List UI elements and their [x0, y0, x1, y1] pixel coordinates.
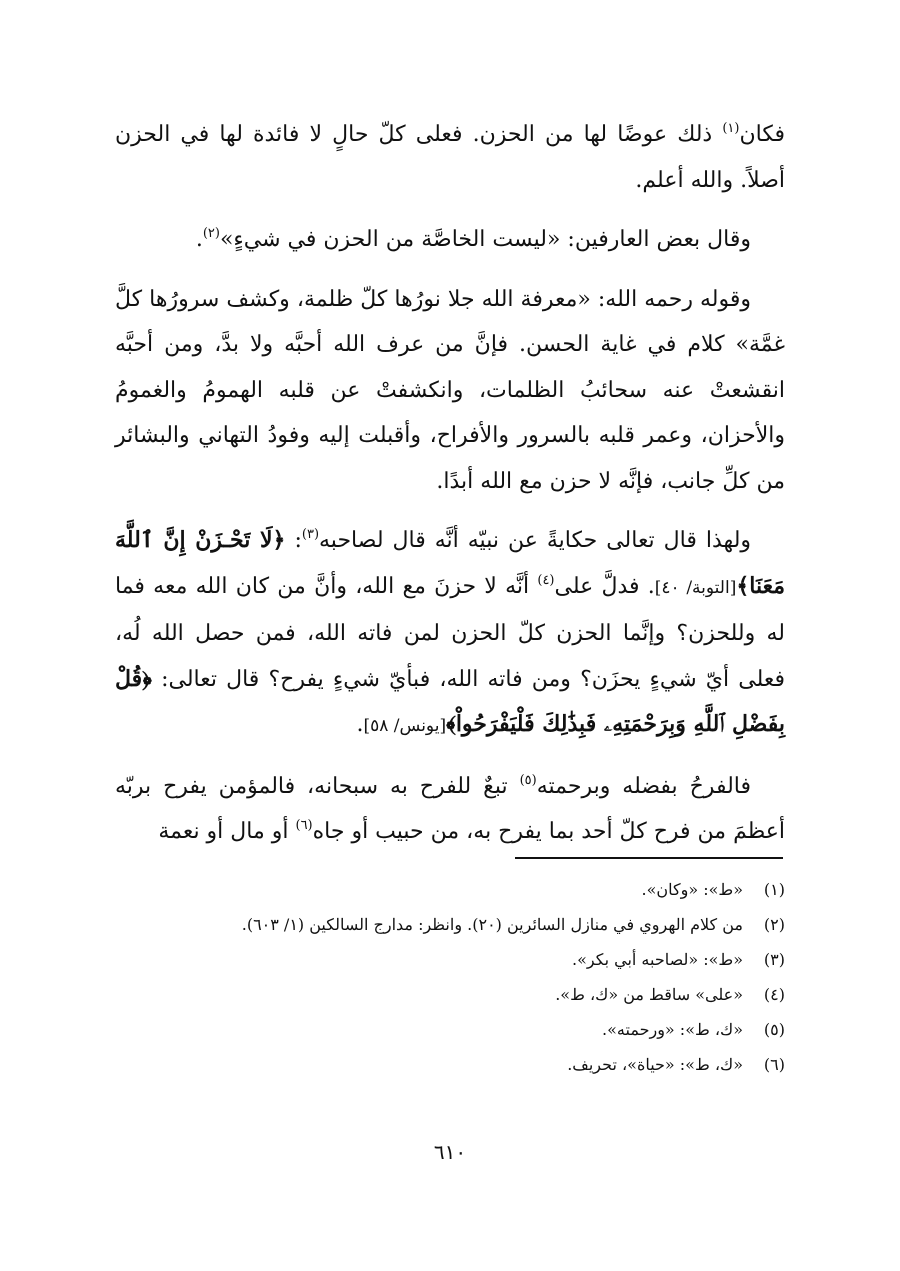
- text-run: وقوله رحمه الله: «معرفة الله جلا نورُها كلّ ظلمة، وكشف سرورُها كلَّ غمَّة» كلام في غاية الحسن. فإنَّ من عرف الله أحبَّه ولا بدَّ، ومن أحبَّه انقشعتْ عنه سحائبُ الظلمات، وانكشفتْ عن قلبه الهمومُ والغمومُ والأحزان، وعمر قلبه بالسرور والأفراح، وأقبلت إليه وفودُ التهاني والبشائر من كلِّ جانب، فإنَّه لا حزن مع الله أبدًا.: [115, 286, 785, 494]
- footnote-marker: (١): [722, 121, 740, 136]
- footnotes: [115, 876, 785, 1086]
- footnote-text: «على» ساقط من «ك، ط».: [555, 985, 743, 1004]
- footnote-marker: (٤): [537, 572, 555, 588]
- footnote-item: [115, 1016, 785, 1043]
- footnote-marker: (٦): [295, 818, 313, 833]
- page-number: ٦١٠: [433, 1140, 467, 1164]
- paragraph-1: [115, 112, 785, 203]
- text-run: . فدلَّ على: [554, 573, 655, 599]
- text-run: ولهذا قال تعالى حكايةً عن نبيّه أنَّه قال لصاحبه: [319, 528, 752, 553]
- footnote-marker: (٥): [519, 772, 537, 788]
- footnote-text: من كلام الهروي في منازل السائرين (٢٠). وانظر: مدارج السالكين (١/ ٦٠٣).: [241, 915, 743, 934]
- text-run: :: [285, 528, 302, 553]
- quran-verse: ﴿لَا تَحْـزَنْ إِنَّ ٱللَّهَ مَعَنَا﴾: [115, 527, 785, 599]
- verse-reference: [يونس/ ٥٨]: [363, 716, 447, 736]
- footnote-item: [115, 1051, 785, 1078]
- footnote-text: «ط»: «لصاحبه أبي بكر».: [572, 950, 743, 969]
- quran-verse: ﴿قُلْ بِفَضْلِ ٱللَّهِ وَبِرَحْمَتِهِۦ فَبِذَٰلِكَ فَلْيَفْرَحُواْ﴾: [115, 665, 785, 737]
- text-run: فالفرحُ بفضله وبرحمته: [536, 773, 751, 799]
- paragraph-3: [115, 277, 785, 505]
- footnote-number: (٦): [763, 1055, 785, 1074]
- footnote-number: (٢): [763, 915, 785, 934]
- footnote-item: [115, 911, 785, 938]
- text-run: أو مال أو نعمة: [158, 819, 296, 844]
- footnote-number: (٤): [763, 985, 785, 1004]
- footnote-text: «ط»: «وكان».: [641, 880, 743, 899]
- footnote-item: [115, 981, 785, 1008]
- text-run: .: [356, 712, 364, 737]
- paragraph-5: [115, 764, 785, 855]
- footnote-number: (٣): [763, 950, 785, 969]
- footnote-number: (٥): [763, 1020, 785, 1039]
- text-run: تبعٌ للفرح به سبحانه، فالمؤمن يفرح بربّه أعظمَ من فرح كلّ أحد بما يفرح به، من حبيب أو جاه: [115, 773, 785, 844]
- verse-reference: [التوبة/ ٤٠]: [654, 577, 737, 598]
- text-run: وقال بعض العارفين: «ليست الخاصَّة من الحزن في شيءٍ»: [219, 227, 751, 252]
- footnote-text: «ك، ط»: «حياة»، تحريف.: [567, 1055, 743, 1074]
- paragraph-4: [115, 518, 785, 750]
- footnote-marker: (٢): [202, 226, 220, 241]
- footnote-separator: [515, 857, 783, 859]
- main-text: [115, 112, 785, 869]
- text-run: فكان: [739, 122, 785, 147]
- text-run: ذلك عوضًا لها من الحزن. فعلى كلّ حالٍ لا فائدة لها في الحزن أصلاً. والله أعلم.: [115, 122, 785, 193]
- footnote-number: (١): [763, 880, 785, 899]
- paragraph-2: [115, 217, 785, 263]
- footnote-text: «ك، ط»: «ورحمته».: [602, 1020, 743, 1039]
- text-run: .: [195, 227, 203, 252]
- footnote-marker: (٣): [301, 527, 320, 542]
- footnote-item: [115, 946, 785, 973]
- footnote-item: [115, 876, 785, 903]
- text-run: أنَّه لا حزنَ مع الله، وأنَّ من كان الله معه فما له وللحزن؟ وإنَّما الحزن كلّ الحزن لمن فاته الله، فمن حصل الله لُه، فعلى أيّ شيءٍ يحزَن؟ ومن فاته الله، فبأيّ شيءٍ يفرح؟ قال تعالى:: [115, 573, 785, 692]
